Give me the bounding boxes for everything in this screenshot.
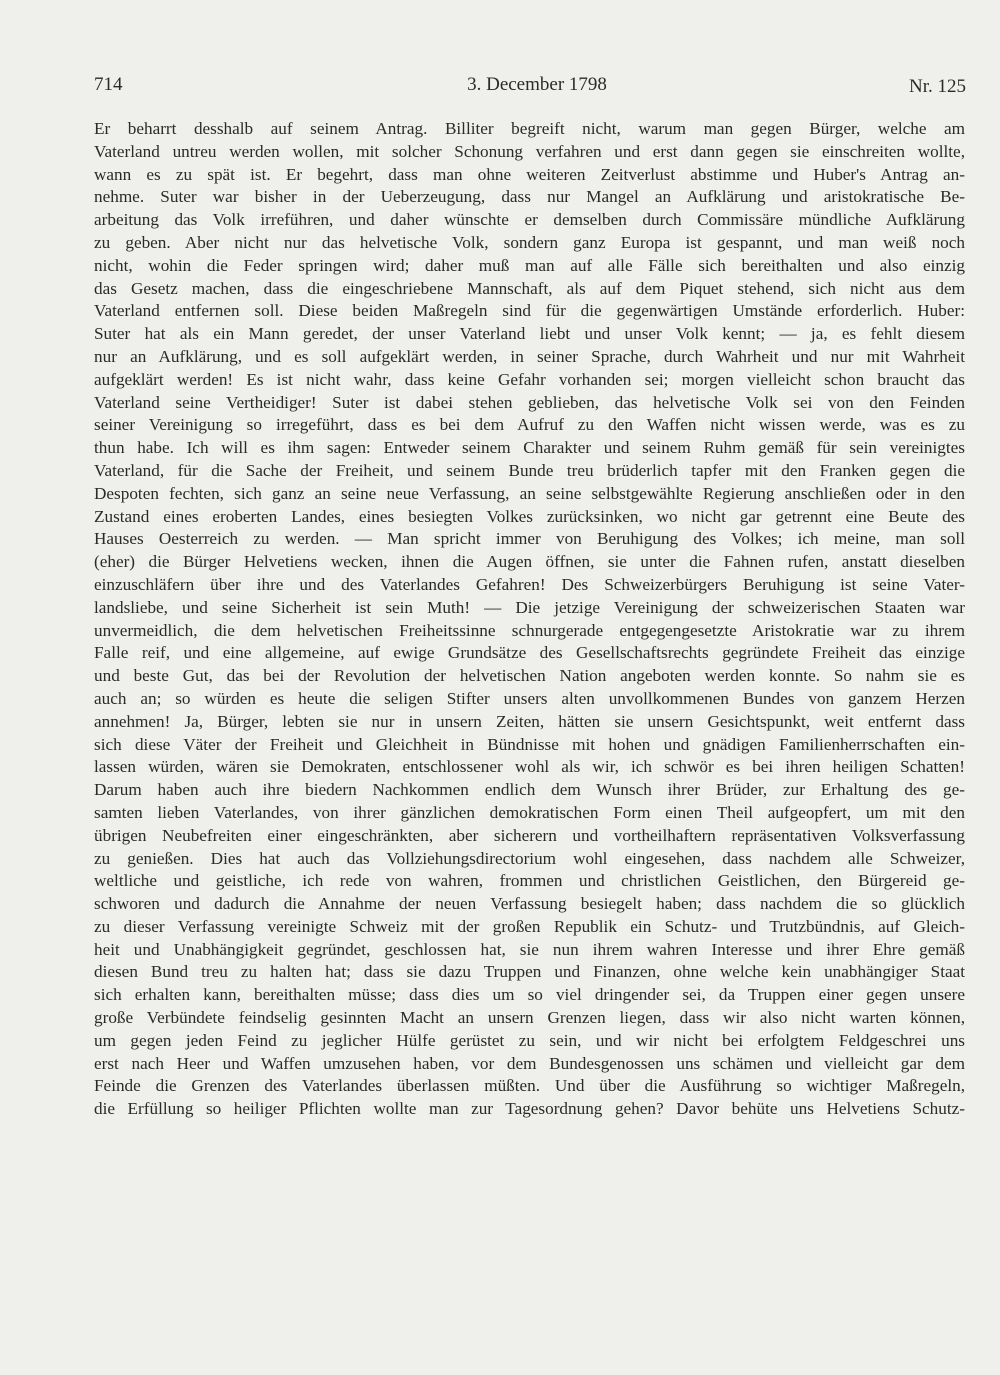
text-line: Zustand eines eroberten Landes, eines besiegten Volkes zurücksinken, wo nicht gar getrennt eine Beute des <box>94 506 965 526</box>
text-line: große Verbündete feindselig gesinnten Macht an unsern Grenzen liegen, dass wir also nicht warten können, <box>94 1008 965 1028</box>
text-line: sich diese Väter der Freiheit und Gleichheit in Bündnisse mit hohen und gnädigen Familienherrschaften ein- <box>94 734 965 754</box>
text-line: sich erhalten kann, bereithalten müsse; dass dies um so viel dringender sei, da Truppen einer gegen unsere <box>94 985 965 1005</box>
text-line: lassen würden, wären sie Demokraten, entschlossener wohl als wir, ich schwör es bei ihren heiligen Schatten! <box>94 757 965 777</box>
text-line: nur an Aufklärung, und es soll aufgeklärt werden, in seiner Sprache, durch Wahrheit und nur mit Wahrheit <box>94 346 965 366</box>
text-line: heit und Unabhängigkeit gegründet, geschlossen hat, sie nun ihrem wahren Interesse und ihrer Ehre gemäß <box>94 939 965 959</box>
text-line: diesen Bund treu zu halten hat; dass sie dazu Truppen und Finanzen, ohne welche kein unabhängiger Staat <box>94 962 965 982</box>
text-line: Feinde die Grenzen des Vaterlandes überlassen müßten. Und über die Ausführung so wichtiger Maßregeln, <box>94 1076 965 1096</box>
text-line: nicht, wohin die Feder springen wird; daher muß man auf alle Fälle sich bereithalten und also einzig <box>94 255 965 275</box>
text-line: Suter hat als ein Mann geredet, der unser Vaterland liebt und unser Volk kennt; — ja, es fehlt diesem <box>94 324 965 344</box>
text-line: Darum haben auch ihre biedern Nachkommen endlich dem Wunsch ihrer Brüder, zur Erhaltung des ge- <box>94 780 965 800</box>
document-number: Nr. 125 <box>909 76 966 97</box>
text-line: erst nach Heer und Waffen umzusehen haben, vor dem Bundesgenossen uns schämen und vielleicht gar dem <box>94 1053 965 1073</box>
text-line: landsliebe, und seine Sicherheit ist sein Muth! — Die jetzige Vereinigung der schweizerischen Staaten war <box>94 597 965 617</box>
text-line: arbeitung das Volk irreführen, und daher wünschte er demselben durch Commissäre mündliche Aufklärung <box>94 210 965 230</box>
text-line: weltliche und geistliche, ich rede von wahren, frommen und christlichen Geistlichen, den Bürgereid ge- <box>94 871 965 891</box>
text-line: seiner Vereinigung so irregeführt, dass es bei dem Aufruf zu den Waffen nicht wissen werde, was es zu <box>94 415 965 435</box>
text-line: zu dieser Verfassung vereinigte Schweiz mit der großen Republik ein Schutz- und Trutzbündnis, auf Gleich- <box>94 916 965 936</box>
session-date: 3. December 1798 <box>467 74 607 95</box>
text-line: Vaterland seine Vertheidiger! Suter ist dabei stehen geblieben, das helvetische Volk sei von den Feinden <box>94 392 965 412</box>
text-line: die Erfüllung so heiliger Pflichten wollte man zur Tagesordnung gehen? Davor behüte uns Helvetiens Schutz- <box>94 1099 965 1119</box>
text-line: auch an; so würden es heute die seligen Stifter unsers alten unvollkommenen Bundes von ganzem Herzen <box>94 688 965 708</box>
text-line: zu geben. Aber nicht nur das helvetische Volk, sondern ganz Europa ist gespannt, und man weiß noch <box>94 232 965 252</box>
text-line: Vaterland untreu werden wollen, mit solcher Schonung verfahren und erst dann gegen sie einschreiten wollte, <box>94 141 965 161</box>
page-header <box>94 74 970 106</box>
text-line: nehme. Suter war bisher in der Ueberzeugung, dass nur Mangel an Aufklärung und aristokratische Be- <box>94 187 965 207</box>
text-line: Vaterland, für die Sache der Freiheit, und seinem Bunde treu brüderlich tapfer mit den Franken gegen die <box>94 460 965 480</box>
text-line: übrigen Neubefreiten einer eingeschränkten, aber sicherern und vortheilhaftern repräsentativen Volksverfassung <box>94 825 965 845</box>
text-line: Er beharrt desshalb auf seinem Antrag. Billiter begreift nicht, warum man gegen Bürger, welche am <box>94 119 965 138</box>
body-text <box>94 118 965 1121</box>
text-line: Despoten fechten, sich ganz an seine neue Verfassung, an seine selbstgewählte Regierung anschließen oder in den <box>94 483 965 503</box>
text-line: Falle reif, und eine allgemeine, auf ewige Grundsätze des Gesellschaftsrechts gegründete Freiheit das einzige <box>94 643 965 663</box>
text-line: einzuschläfern über ihre und des Vaterlandes Gefahren! Des Schweizerbürgers Beruhigung ist seine Vater- <box>94 574 965 594</box>
page-number: 714 <box>94 74 123 95</box>
text-line: thun habe. Ich will es ihm sagen: Entweder seinem Charakter und seinem Ruhm gemäß für sein vereinigtes <box>94 438 965 458</box>
text-line: samten lieben Vaterlandes, von ihrer gänzlichen demokratischen Form einen Theil aufgeopfert, um mit den <box>94 802 965 822</box>
text-line: Vaterland entfernen soll. Diese beiden Maßregeln sind für die gegenwärtigen Umstände erforderlich. Huber: <box>94 301 965 321</box>
text-line: und beste Gut, das bei der Revolution der helvetischen Nation angeboten werden konnte. So nahm sie es <box>94 666 965 686</box>
text-line: unvermeidlich, die dem helvetischen Freiheitssinne schnurgerade entgegengesetzte Aristokratie war zu ihrem <box>94 620 965 640</box>
text-line: zu genießen. Dies hat auch das Vollziehungsdirectorium wohl eingesehen, dass nachdem alle Schweizer, <box>94 848 965 868</box>
text-line: wann es zu spät ist. Er begehrt, dass man ohne weiteren Zeitverlust abstimme und Huber's Antrag an- <box>94 164 965 184</box>
text-line: annehmen! Ja, Bürger, lebten sie nur in unsern Zeiten, hätten sie unsern Gesichtspunkt, weit entfernt dass <box>94 711 965 731</box>
text-line: (eher) die Bürger Helvetiens wecken, ihnen die Augen öffnen, sie unter die Fahnen rufen, anstatt dieselben <box>94 552 965 572</box>
text-line: aufgeklärt werden! Es ist nicht wahr, dass keine Gefahr vorhanden sei; morgen vielleicht schon braucht das <box>94 369 965 389</box>
text-line: um gegen jeden Feind zu jeglicher Hülfe gerüstet zu sein, und wir nicht bei erfolgtem Feldgeschrei uns <box>94 1030 965 1050</box>
text-line: Hauses Oesterreich zu werden. — Man spricht immer von Beruhigung des Volkes; ich meine, man soll <box>94 529 965 549</box>
text-line: schworen und dadurch die Annahme der neuen Verfassung besiegelt haben; dass nachdem die so glücklich <box>94 894 965 914</box>
text-line: das Gesetz machen, dass die eingeschriebene Mannschaft, als auf dem Piquet stehend, sich nicht aus dem <box>94 278 965 298</box>
